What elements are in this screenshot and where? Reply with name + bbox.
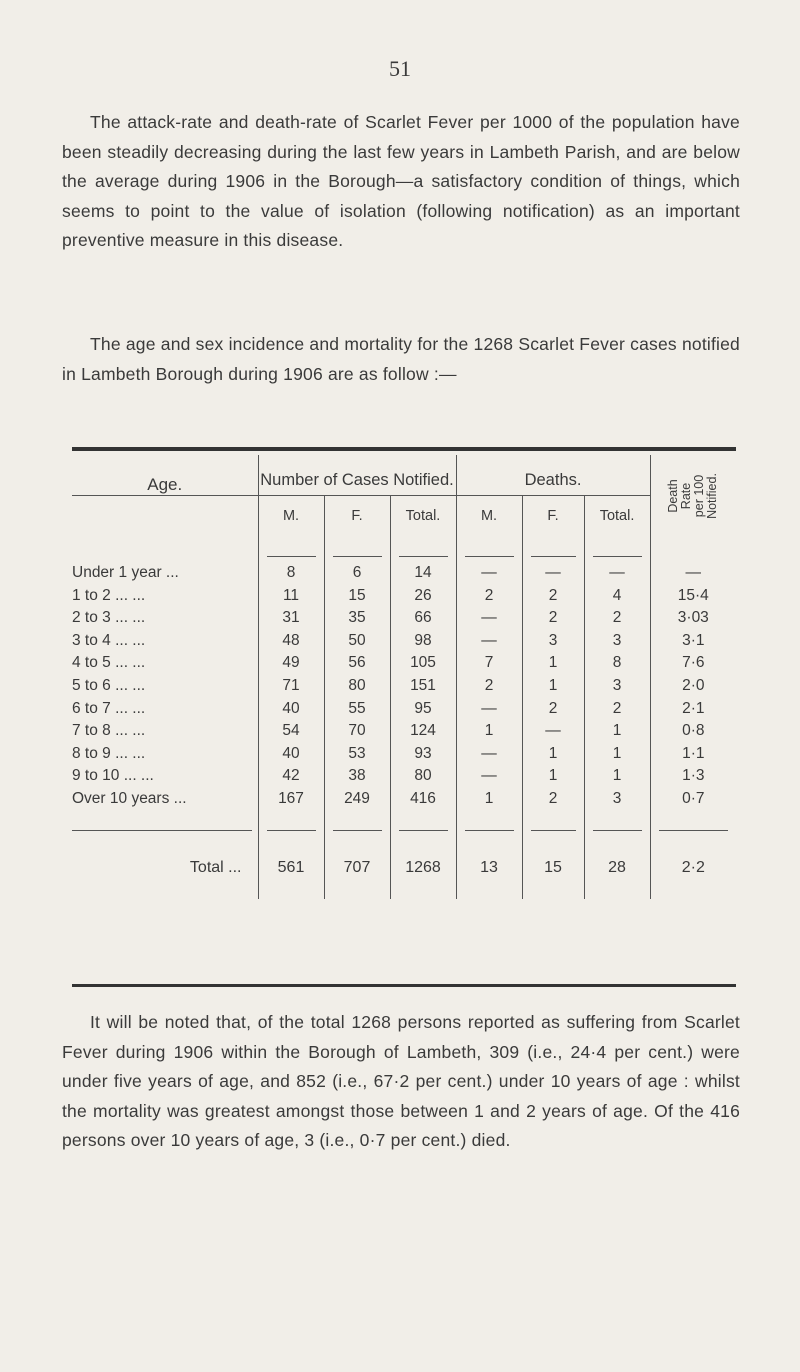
header-cases-f: F. <box>324 496 390 537</box>
cell-cases-f: 70 <box>324 720 390 743</box>
cell-deaths-total: 1 <box>584 743 650 766</box>
cell-death-rate: — <box>650 562 736 585</box>
intro-paragraph: The attack-rate and death-rate of Scarlet Fever per 1000 of the population have been steadily decreasing during the last few years in Lambeth Parish, and are below the average during 1906 in the Borough—a satisfactory condition of things, which seems to point to the value of isolation (following notification) as an important preventive measure in this disease. <box>62 112 740 250</box>
cell-cases-f: 55 <box>324 698 390 721</box>
total-row <box>72 837 736 899</box>
cell-deaths-f: 1 <box>522 675 584 698</box>
cell-deaths-m: — <box>456 743 522 766</box>
cell-death-rate: 15·4 <box>650 585 736 608</box>
cell-deaths-f: — <box>522 562 584 585</box>
header-underline-row <box>72 536 736 562</box>
cell-cases-m: 48 <box>258 630 324 653</box>
cell-cases-total: 98 <box>390 630 456 653</box>
row-age-label: 4 to 5 ... ... <box>72 654 146 672</box>
header-deaths-group: Deaths. <box>456 455 650 496</box>
row-age-label: 7 to 8 ... ... <box>72 722 146 740</box>
table-row <box>72 607 736 630</box>
cell-cases-total: 80 <box>390 765 456 788</box>
cell-deaths-m: — <box>456 607 522 630</box>
cell-deaths-m: — <box>456 630 522 653</box>
table-bottom-rule <box>72 984 736 987</box>
cell-cases-m: 54 <box>258 720 324 743</box>
cell-cases-m: 31 <box>258 607 324 630</box>
cell-cases-f: 35 <box>324 607 390 630</box>
header-death-rate-line3: per 100 <box>692 474 707 517</box>
row-age-label: 5 to 6 ... ... <box>72 676 146 694</box>
cell-cases-m: 42 <box>258 765 324 788</box>
header-age: Age. <box>147 475 183 494</box>
cell-death-rate: 7·6 <box>650 652 736 675</box>
cell-deaths-m: — <box>456 562 522 585</box>
header-death-rate-line1: Death <box>666 478 681 513</box>
cell-deaths-f: 1 <box>522 652 584 675</box>
cell-cases-total: 151 <box>390 675 456 698</box>
cell-deaths-f: 1 <box>522 743 584 766</box>
cell-deaths-f: 2 <box>522 607 584 630</box>
cell-cases-total: 66 <box>390 607 456 630</box>
cell-deaths-total: 1 <box>584 765 650 788</box>
table-row <box>72 788 736 811</box>
cell-deaths-total: 2 <box>584 698 650 721</box>
cell-deaths-m: 1 <box>456 788 522 811</box>
cell-death-rate: 1·3 <box>650 765 736 788</box>
cell-cases-f: 249 <box>324 788 390 811</box>
header-cases-m: M. <box>258 496 324 537</box>
cell-cases-total: 95 <box>390 698 456 721</box>
cell-cases-f: 53 <box>324 743 390 766</box>
cell-deaths-total: 2 <box>584 607 650 630</box>
conclusion-paragraph: It will be noted that, of the total 1268 persons reported as suffering from Scarlet Fever during 1906 within the Borough of Lambeth, 309 (i.e., 24·4 per cent.) were under five years of age, and 852 (i.e., 67·2 per cent.) under 10 years of age : whilst the mortality was greatest amongst those between 1 and 2 years of age. Of the 416 persons over 10 years of age, 3 (i.e., 0·7 per cent.) died. <box>62 1012 740 1150</box>
cell-death-rate: 2·1 <box>650 698 736 721</box>
total-cases-m: 561 <box>258 837 324 899</box>
header-deaths-total: Total. <box>584 496 650 537</box>
row-age-label: 6 to 7 ... ... <box>72 699 146 717</box>
cell-deaths-m: — <box>456 698 522 721</box>
cell-cases-total: 124 <box>390 720 456 743</box>
cell-deaths-total: 3 <box>584 675 650 698</box>
cell-death-rate: 0·7 <box>650 788 736 811</box>
cell-deaths-total: — <box>584 562 650 585</box>
cell-deaths-f: 1 <box>522 765 584 788</box>
cell-cases-m: 49 <box>258 652 324 675</box>
cell-deaths-m: 2 <box>456 675 522 698</box>
table-row <box>72 562 736 585</box>
row-age-label: Under 1 year ... <box>72 564 179 581</box>
header-death-rate <box>650 455 736 536</box>
table-row <box>72 675 736 698</box>
table-top-rule <box>72 447 736 451</box>
table-row <box>72 585 736 608</box>
cell-deaths-m: 7 <box>456 652 522 675</box>
cell-cases-f: 15 <box>324 585 390 608</box>
cell-deaths-m: — <box>456 765 522 788</box>
cell-cases-m: 167 <box>258 788 324 811</box>
cell-deaths-total: 1 <box>584 720 650 743</box>
row-age-label: 3 to 4 ... ... <box>72 631 146 649</box>
page-number: 51 <box>389 56 411 81</box>
total-death-rate: 2·2 <box>650 837 736 899</box>
total-deaths-m: 13 <box>456 837 522 899</box>
cell-deaths-f: — <box>522 720 584 743</box>
cell-cases-m: 40 <box>258 698 324 721</box>
total-cases-f: 707 <box>324 837 390 899</box>
total-deaths-total: 28 <box>584 837 650 899</box>
cell-deaths-f: 2 <box>522 585 584 608</box>
cell-cases-total: 105 <box>390 652 456 675</box>
cell-cases-total: 26 <box>390 585 456 608</box>
lead-paragraph: The age and sex incidence and mortality for the 1268 Scarlet Fever cases notified in Lambeth Borough during 1906 are as follow :— <box>62 334 740 384</box>
cell-death-rate: 1·1 <box>650 743 736 766</box>
cell-cases-total: 93 <box>390 743 456 766</box>
cell-death-rate: 3·03 <box>650 607 736 630</box>
table-row <box>72 698 736 721</box>
row-age-label: 2 to 3 ... ... <box>72 609 146 627</box>
cell-cases-f: 56 <box>324 652 390 675</box>
cell-deaths-total: 8 <box>584 652 650 675</box>
cell-cases-total: 416 <box>390 788 456 811</box>
total-separator-row <box>72 811 736 837</box>
cell-death-rate: 3·1 <box>650 630 736 653</box>
header-deaths-f: F. <box>522 496 584 537</box>
cell-cases-m: 8 <box>258 562 324 585</box>
cell-cases-f: 50 <box>324 630 390 653</box>
cell-deaths-m: 1 <box>456 720 522 743</box>
cell-cases-f: 6 <box>324 562 390 585</box>
total-cases-total: 1268 <box>390 837 456 899</box>
row-age-label: Over 10 years ... <box>72 789 187 807</box>
cell-cases-total: 14 <box>390 562 456 585</box>
cell-deaths-f: 3 <box>522 630 584 653</box>
table-row <box>72 630 736 653</box>
header-death-rate-line2: Rate <box>679 482 694 509</box>
cell-deaths-total: 4 <box>584 585 650 608</box>
row-age-label: 1 to 2 ... ... <box>72 586 146 604</box>
table-row <box>72 765 736 788</box>
row-age-label: 9 to 10 ... ... <box>72 767 154 785</box>
cell-deaths-m: 2 <box>456 585 522 608</box>
table-row <box>72 652 736 675</box>
total-deaths-f: 15 <box>522 837 584 899</box>
cell-cases-m: 40 <box>258 743 324 766</box>
row-age-label: 8 to 9 ... ... <box>72 744 146 762</box>
cell-deaths-total: 3 <box>584 630 650 653</box>
cell-cases-f: 80 <box>324 675 390 698</box>
scarlet-fever-table <box>72 455 736 899</box>
table-row <box>72 743 736 766</box>
cell-death-rate: 2·0 <box>650 675 736 698</box>
cell-deaths-f: 2 <box>522 698 584 721</box>
header-cases-group: Number of Cases Notified. <box>258 455 456 496</box>
total-label: Total ... <box>189 858 242 876</box>
cell-cases-f: 38 <box>324 765 390 788</box>
header-cases-total: Total. <box>390 496 456 537</box>
cell-death-rate: 0·8 <box>650 720 736 743</box>
cell-cases-m: 71 <box>258 675 324 698</box>
header-death-rate-line4: Notified. <box>705 472 720 519</box>
cell-deaths-total: 3 <box>584 788 650 811</box>
table-row <box>72 720 736 743</box>
cell-deaths-f: 2 <box>522 788 584 811</box>
header-deaths-m: M. <box>456 496 522 537</box>
cell-cases-m: 11 <box>258 585 324 608</box>
